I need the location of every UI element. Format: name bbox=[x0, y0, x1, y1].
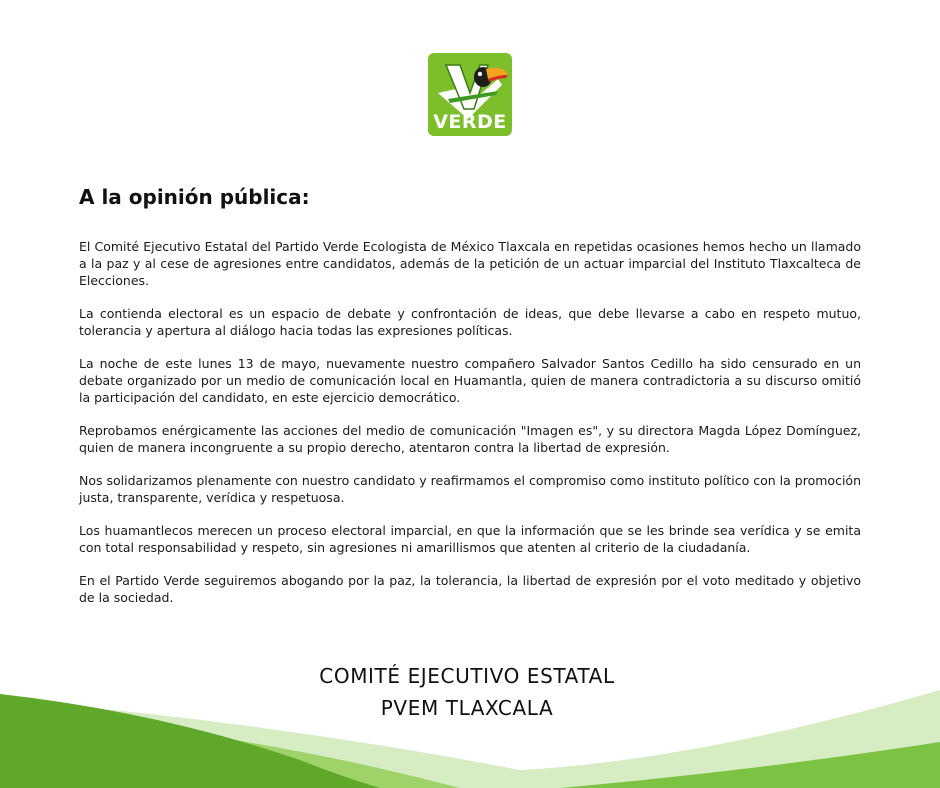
paragraph: Reprobamos enérgicamente las acciones del medio de comunicación "Imagen es", y su directora Magda López Domínguez, quien de manera incongruente a su propio derecho, atentaron contra la libertad de expresión. bbox=[79, 423, 861, 455]
signature-line-2: PVEM TLAXCALA bbox=[380, 696, 554, 720]
paragraph: Nos solidarizamos plenamente con nuestro candidato y reafirmamos el compromiso como instituto político con la promoción justa, transparente, verídica y respetuosa. bbox=[79, 473, 861, 505]
paragraph: El Comité Ejecutivo Estatal del Partido Verde Ecologista de México Tlaxcala en repetidas ocasiones hemos hecho un llamado a la paz y al cese de agresiones entre candidatos, además de la petición de un actuar imparcial del Instituto Tlaxcalteca de Elecciones. bbox=[79, 239, 861, 288]
paragraph: La contienda electoral es un espacio de debate y confrontación de ideas, que debe llevarse a cabo en respeto mutuo, tolerancia y apertura al diálogo hacia todas las expresiones políticas. bbox=[79, 306, 861, 338]
paragraph: La noche de este lunes 13 de mayo, nuevamente nuestro compañero Salvador Santos Cedillo ha sido censurado en un debate organizado por un medio de comunicación local en Huamantla, quien de manera contradictoria a su discurso omitió la participación del candidato, en este ejercicio democrático. bbox=[79, 356, 861, 405]
paragraph: Los huamantlecos merecen un proceso electoral imparcial, en que la información que se les brinde sea verídica y se emita con total responsabilidad y respeto, sin agresiones ni amarillismos que atenten al criterio de la ciudadanía. bbox=[79, 523, 861, 555]
paragraph: En el Partido Verde seguiremos abogando por la paz, la tolerancia, la libertad de expresión por el voto meditado y objetivo de la sociedad. bbox=[79, 573, 861, 605]
logo-text: VERDE bbox=[433, 111, 507, 133]
page-heading: A la opinión pública: bbox=[79, 185, 310, 209]
signature-line-1: COMITÉ EJECUTIVO ESTATAL bbox=[319, 664, 615, 688]
